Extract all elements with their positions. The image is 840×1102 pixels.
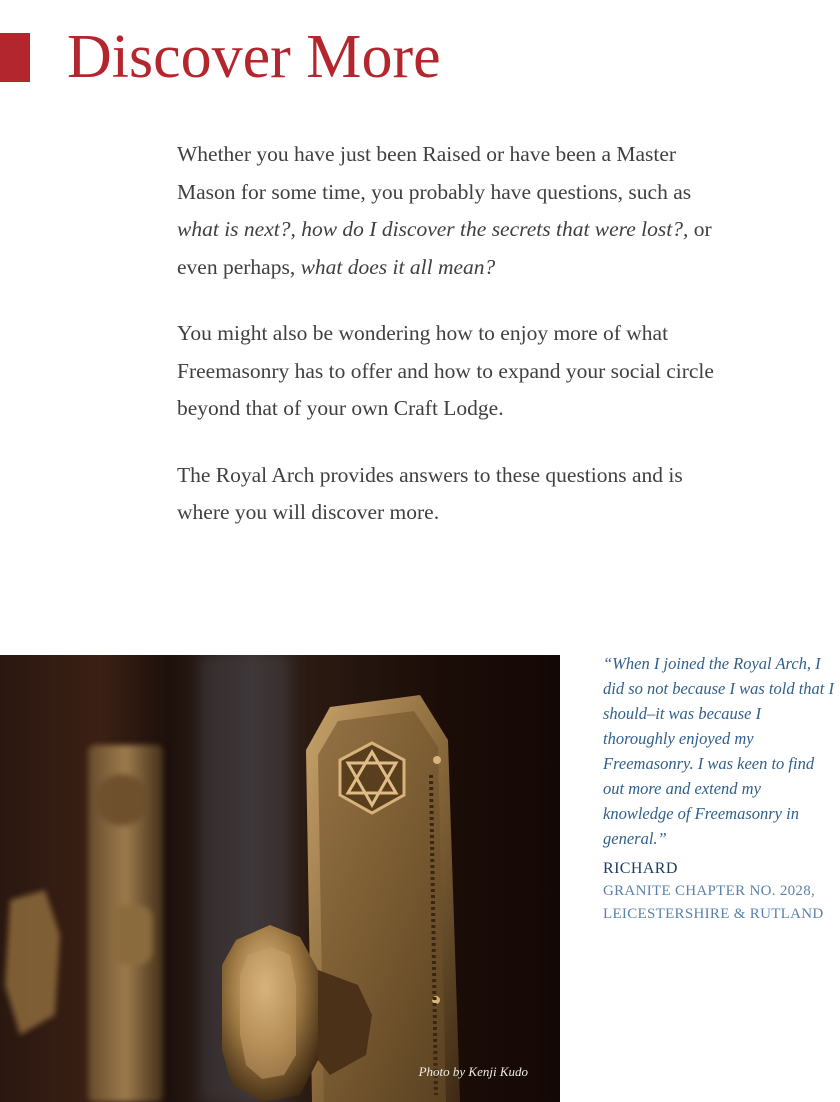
testimonial-quote: “When I joined the Royal Arch, I did so not because I was told that I should–it was because I thoroughly enjoyed my Freemasonry. I was keen to find out more and extend my knowledge of Freemasonry in general.” [603,654,834,848]
photo-credit: Photo by Kenji Kudo [418,1064,528,1079]
intro-body [177,136,737,561]
intro-paragraph-3: The Royal Arch provides answers to these questions and is where you will discover more. [177,462,683,524]
intro-paragraph-1 [177,136,737,286]
testimonial-name: RICHARD [603,860,678,877]
page-title: Discover More [67,23,441,91]
door-handle-photo [0,655,560,1102]
p1-italic-meaning: what does it all mean? [300,254,496,279]
p1-italic-questions: what is next?, how do I discover the secrets that were lost?, [177,217,689,241]
p1-text-a: Whether you have just been Raised or have been a Master Mason for some time, you probably have questions, such as [177,142,692,204]
intro-paragraph-2: You might also be wondering how to enjoy more of what Freemasonry has to offer and how to expand your social circle beyond that of your own Craft Lodge. [177,321,714,420]
p1-text-c: or even perhaps, [177,217,712,279]
testimonial-organisation: GRANITE CHAPTER NO. 2028, LEICESTERSHIRE & RUTLAND [603,883,824,922]
title-accent-bar [0,33,30,82]
